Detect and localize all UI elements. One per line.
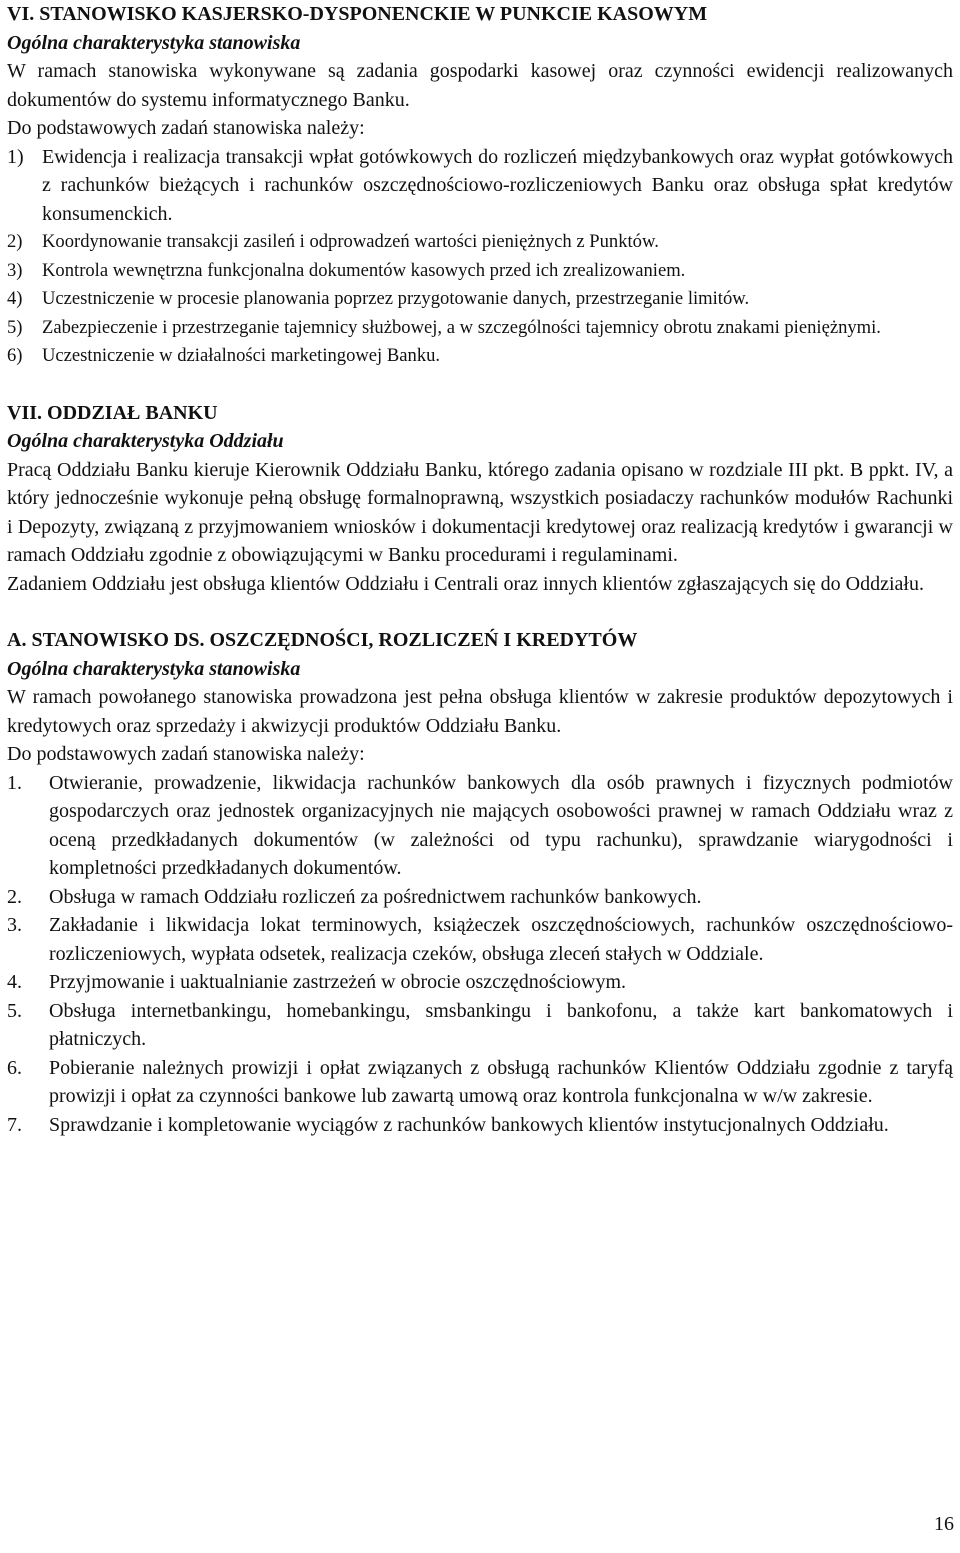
section-vii-subheading: Ogólna charakterystyka Oddziału (7, 430, 284, 452)
section-a-tasks-label: Do podstawowych zadań stanowiska należy: (7, 743, 365, 765)
list-item-number: 1. (7, 771, 22, 794)
list-item-text: Ewidencja i realizacja transakcji wpłat gotówkowych do rozliczeń międzybankowych oraz wypłat gotówkowych z rachunków bieżących i rachunków oszczędnościowo-rozliczeniowych Banku oraz obsługa spłat kredytów konsumenckich. (42, 145, 953, 225)
list-item-number: 2. (7, 885, 22, 908)
section-vii-heading: VII. ODDZIAŁ BANKU (7, 401, 218, 424)
list-item-text: Otwieranie, prowadzenie, likwidacja rachunków bankowych dla osób prawnych i fizycznych podmiotów gospodarczych oraz jednostek organizacyjnych nie mających osobowości prawnej w ramach Oddziału wraz z oceną przedkładanych dokumentów (w zależności od typu rachunku), sprawdzanie wiarygodności i kompletności przedkładanych dokumentów. (49, 771, 953, 879)
list-item-number: 2) (7, 231, 23, 252)
list-item-number: 3. (7, 914, 22, 936)
list-item (7, 883, 953, 912)
list-item-text: Uczestniczenie w procesie planowania poprzez przygotowanie danych, przestrzeganie limitów. (42, 288, 750, 309)
list-item-number: 6. (7, 1056, 22, 1079)
list-item (7, 769, 953, 883)
document-page (7, 0, 953, 1139)
section-vi-intro: W ramach stanowiska wykonywane są zadania gospodarki kasowej oraz czynności ewidencji realizowanych dokumentów do systemu informatycznego Banku. (7, 60, 953, 111)
list-item (7, 342, 953, 371)
list-item (7, 314, 953, 343)
section-vii-paragraph-2: Zadaniem Oddziału jest obsługa klientów Oddziału i Centrali oraz innych klientów zgłaszających się do Oddziału. (7, 572, 924, 595)
list-item-text: Koordynowanie transakcji zasileń i odprowadzeń wartości pieniężnych z Punktów. (42, 231, 659, 252)
list-item (7, 968, 953, 997)
list-item-number: 4. (7, 971, 22, 993)
section-a-intro: W ramach powołanego stanowiska prowadzona jest pełna obsługa klientów w zakresie produktów depozytowych i kredytowych oraz sprzedaży i akwizycji produktów Oddziału Banku. (7, 686, 953, 737)
section-a-task-list (7, 769, 953, 1140)
section-vi-heading: VI. STANOWISKO KASJERSKO-DYSPONENCKIE W PUNKCIE KASOWYM (7, 3, 708, 25)
list-item-number: 1) (7, 145, 24, 168)
list-item-text: Zabezpieczenie i przestrzeganie tajemnicy służbowej, a w szczególności tajemnicy obrotu znakami pieniężnymi. (42, 316, 881, 338)
list-item-text: Obsługa internetbankingu, homebankingu, smsbankingu i bankofonu, a także kart bankomatowych i płatniczych. (49, 999, 953, 1050)
list-item-number: 4) (7, 288, 23, 309)
list-item (7, 143, 953, 229)
list-item-number: 6) (7, 345, 23, 366)
list-item (7, 257, 953, 286)
section-vi-task-list (7, 143, 953, 371)
list-item-text: Obsługa w ramach Oddziału rozliczeń za pośrednictwem rachunków bankowych. (49, 885, 702, 908)
list-item (7, 997, 953, 1054)
list-item (7, 285, 953, 314)
section-a-heading: A. STANOWISKO DS. OSZCZĘDNOŚCI, ROZLICZEŃ I KREDYTÓW (7, 629, 638, 651)
list-item (7, 911, 953, 968)
list-item-number: 7. (7, 1113, 22, 1136)
page-number: 16 (934, 1513, 954, 1535)
list-item-number: 5) (7, 316, 23, 338)
list-item-text: Uczestniczenie w działalności marketingowej Banku. (42, 345, 441, 366)
list-item-number: 3) (7, 259, 23, 281)
list-item (7, 1111, 953, 1140)
list-item-text: Sprawdzanie i kompletowanie wyciągów z rachunków bankowych klientów instytucjonalnych Oddziału. (49, 1113, 889, 1136)
section-vi-subheading: Ogólna charakterystyka stanowiska (7, 31, 301, 54)
list-item-number: 5. (7, 999, 22, 1022)
list-item-text: Przyjmowanie i uaktualnianie zastrzeżeń w obrocie oszczędnościowym. (49, 971, 627, 993)
list-item (7, 228, 953, 257)
list-item-text: Kontrola wewnętrzna funkcjonalna dokumentów kasowych przed ich zrealizowaniem. (42, 259, 686, 281)
section-vi-tasks-label: Do podstawowych zadań stanowiska należy: (7, 117, 365, 139)
section-a-subheading: Ogólna charakterystyka stanowiska (7, 657, 301, 680)
list-item-text: Zakładanie i likwidacja lokat terminowych, książeczek oszczędnościowych, rachunków oszczędnościowo-rozliczeniowych, wypłata odsetek, realizacja czeków, obsługa zleceń stałych w Oddziale. (49, 914, 953, 965)
section-spacer (7, 598, 953, 626)
section-vii-paragraph-1: Pracą Oddziału Banku kieruje Kierownik Oddziału Banku, którego zadania opisano w rozdziale III pkt. B ppkt. IV, a który jednocześnie wykonuje pełną obsługę formalnoprawną, wszystkich posiadaczy rachunków modułów Rachunki i Depozyty, związaną z przyjmowaniem wniosków i dokumentacji kredytowej oraz realizacją kredytów i gwarancji w ramach Oddziału zgodnie z obowiązującymi w Banku procedurami i regulaminami. (7, 458, 953, 566)
list-item-text: Pobieranie należnych prowizji i opłat związanych z obsługą rachunków Klientów Oddziału zgodnie z taryfą prowizji i opłat za czynności bankowe lub zawartą umową oraz kontrola funkcjonalna w w/w zakresie. (49, 1056, 953, 1107)
list-item (7, 1054, 953, 1111)
section-spacer (7, 371, 953, 399)
